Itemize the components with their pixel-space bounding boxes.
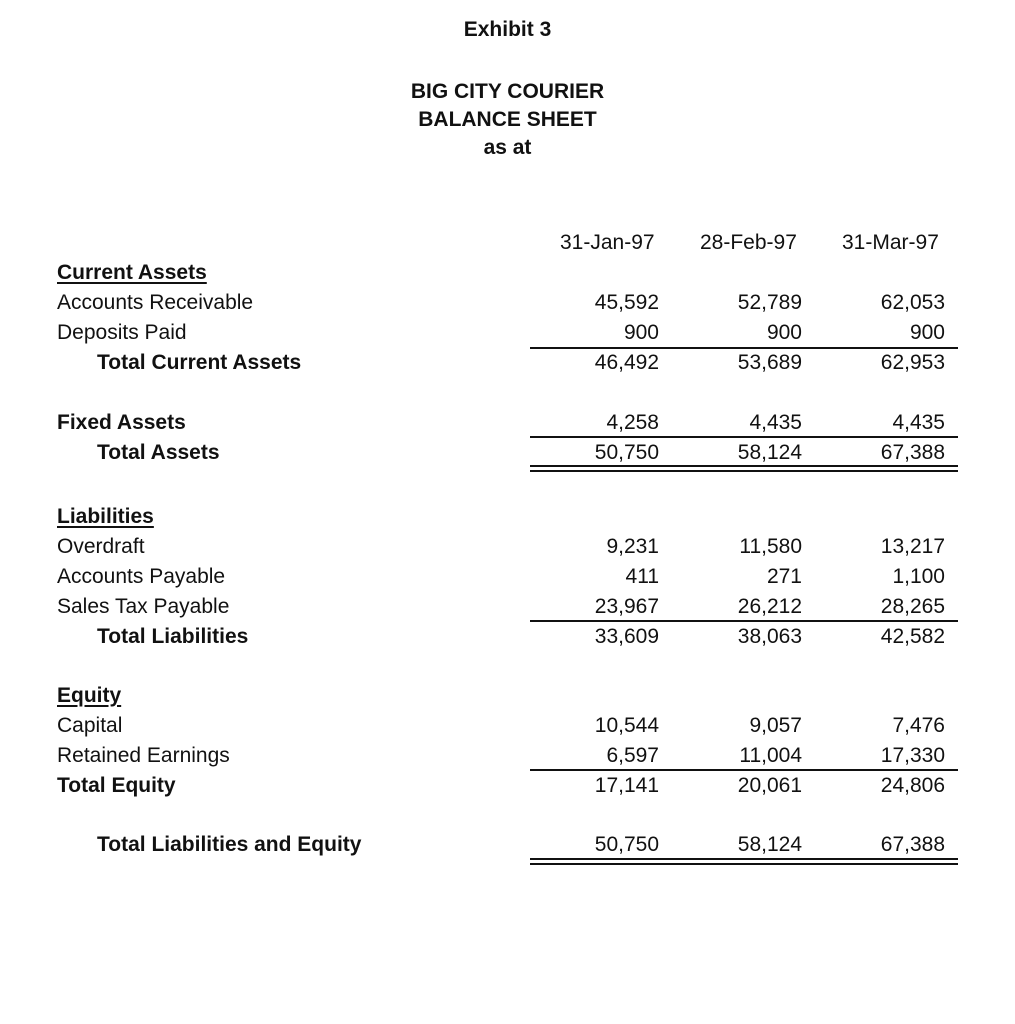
value-fixed-assets-jan: 4,258 [606,411,659,434]
value-overdraft-mar: 13,217 [880,535,945,558]
value-overdraft-feb: 11,580 [739,535,802,558]
section-heading-current-assets: Current Assets [57,261,207,284]
row-label-fixed-assets: Fixed Assets [57,411,186,434]
column-header-feb: 28-Feb-97 [700,231,797,254]
value-total-liabilities-jan: 33,609 [594,625,659,648]
row-label-total-assets: Total Assets [97,441,220,464]
value-total-current-assets-jan: 46,492 [594,351,659,374]
row-label-sales-tax-payable: Sales Tax Payable [57,595,230,618]
value-deposits-paid-jan: 900 [623,321,659,344]
value-total-current-assets-feb: 53,689 [737,351,802,374]
value-total-equity-jan: 17,141 [594,774,659,797]
value-total-assets-mar: 67,388 [880,441,945,464]
value-retained-earnings-jan: 6,597 [606,744,659,767]
value-accounts-payable-mar: 1,100 [892,565,945,588]
as-at-label: as at [483,136,532,159]
double-rule-bottom [530,470,958,472]
value-total-liabilities-mar: 42,582 [880,625,945,648]
subtotal-rule [530,769,958,771]
value-deposits-paid-mar: 900 [909,321,945,344]
row-label-capital: Capital [57,714,123,737]
value-retained-earnings-feb: 11,004 [739,744,802,767]
value-capital-mar: 7,476 [892,714,945,737]
value-total-liabilities-and-equity-jan: 50,750 [594,833,659,856]
value-capital-jan: 10,544 [594,714,659,737]
column-header-mar: 31-Mar-97 [842,231,939,254]
subtotal-rule [530,620,958,622]
value-total-liabilities-feb: 38,063 [737,625,802,648]
company-name: BIG CITY COURIER [410,80,605,103]
value-sales-tax-payable-feb: 26,212 [737,595,802,618]
section-heading-liabilities: Liabilities [57,505,154,528]
value-total-liabilities-and-equity-mar: 67,388 [880,833,945,856]
subtotal-rule [530,347,958,349]
row-label-total-equity: Total Equity [57,774,176,797]
subtotal-rule [530,436,958,438]
value-fixed-assets-mar: 4,435 [892,411,945,434]
double-rule-top [530,858,958,860]
statement-title: BALANCE SHEET [418,108,597,131]
value-accounts-receivable-mar: 62,053 [880,291,945,314]
value-sales-tax-payable-mar: 28,265 [880,595,945,618]
section-heading-equity: Equity [57,684,122,707]
value-fixed-assets-feb: 4,435 [749,411,802,434]
double-rule-bottom [530,863,958,865]
row-label-total-liabilities: Total Liabilities [97,625,249,648]
value-accounts-payable-jan: 411 [625,565,659,588]
row-label-deposits-paid: Deposits Paid [57,321,187,344]
value-retained-earnings-mar: 17,330 [880,744,945,767]
value-accounts-receivable-feb: 52,789 [737,291,802,314]
value-total-assets-jan: 50,750 [594,441,659,464]
double-rule-top [530,465,958,467]
row-label-total-current-assets: Total Current Assets [97,351,302,374]
row-label-overdraft: Overdraft [57,535,145,558]
value-total-assets-feb: 58,124 [737,441,802,464]
value-overdraft-jan: 9,231 [606,535,659,558]
value-total-equity-feb: 20,061 [737,774,802,797]
row-label-retained-earnings: Retained Earnings [57,744,230,767]
value-total-liabilities-and-equity-feb: 58,124 [737,833,802,856]
row-label-accounts-receivable: Accounts Receivable [57,291,254,314]
value-sales-tax-payable-jan: 23,967 [594,595,659,618]
value-deposits-paid-feb: 900 [766,321,802,344]
row-label-accounts-payable: Accounts Payable [57,565,226,588]
value-accounts-payable-feb: 271 [766,565,802,588]
value-accounts-receivable-jan: 45,592 [594,291,659,314]
value-total-current-assets-mar: 62,953 [880,351,945,374]
column-header-jan: 31-Jan-97 [560,231,655,254]
value-capital-feb: 9,057 [749,714,802,737]
row-label-total-liabilities-and-equity: Total Liabilities and Equity [97,833,362,856]
value-total-equity-mar: 24,806 [880,774,945,797]
exhibit-label: Exhibit 3 [463,18,552,41]
